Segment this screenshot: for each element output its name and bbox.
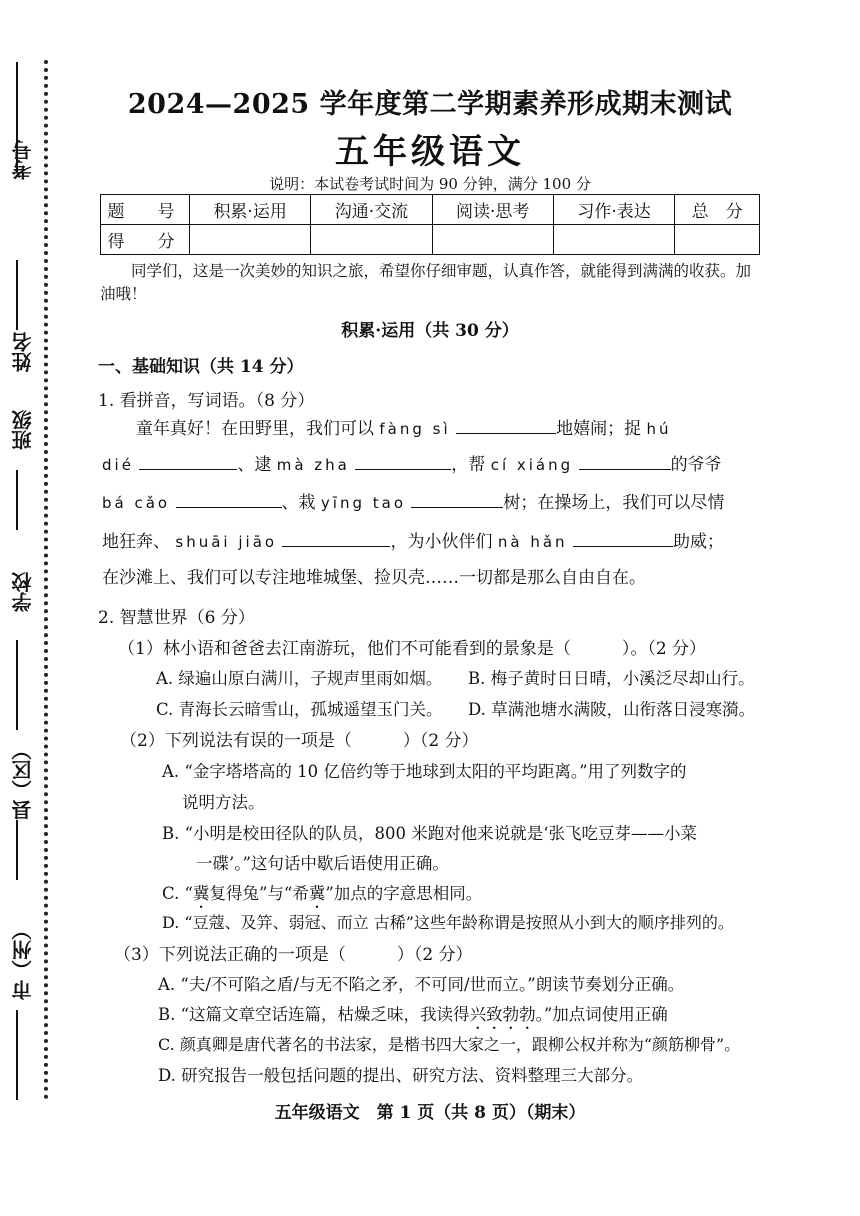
option-d[interactable]: D. 研究报告一般包括问题的提出、研究方法、资料整理三大部分。 [158, 1066, 644, 1085]
option-a[interactable]: A. 绿遍山原白满川，子规声里雨如烟。 [156, 669, 443, 688]
answer-blank[interactable] [411, 506, 503, 508]
answer-blank[interactable] [355, 468, 451, 470]
name-label: 姓名 [11, 332, 35, 372]
score-cell: 积累·运用 [190, 195, 311, 225]
class-line [16, 470, 18, 530]
name-line [16, 260, 18, 330]
option-b-cont: 一碟’。”这句话中歇后语使用正确。 [196, 854, 449, 873]
option-d[interactable]: D. 草满池塘水满陂，山衔落日浸寒漪。 [468, 700, 756, 719]
pinyin: cí xiáng [490, 456, 574, 474]
pinyin: hú [646, 420, 672, 438]
answer-blank[interactable] [579, 468, 671, 470]
option-d[interactable]: D. “豆蔻、及笄、弱冠、而立 古稀”这些年龄称谓是按照从小到大的顺序排列的。 [162, 913, 734, 932]
score-input-cell[interactable] [311, 225, 432, 255]
dotted-char: 冀 [308, 884, 326, 903]
pinyin: mà zha [276, 456, 350, 474]
binding-margin [0, 0, 60, 1110]
cut-line [44, 60, 48, 1100]
exam-note: 说明：本试卷考试时间为 90 分钟，满分 100 分 [269, 175, 591, 193]
option-a[interactable]: A. “金字塔塔高的 10 亿倍约等于地球到太阳的平均距离。”用了列数字的 [162, 762, 687, 781]
part-heading: 一、基础知识（共 14 分） [98, 357, 304, 377]
score-table-score-row [101, 225, 760, 255]
score-cell: 沟通·交流 [311, 195, 432, 225]
pinyin: bá cǎo [102, 494, 171, 512]
option-b[interactable]: B. “这篇文章空话连篇，枯燥乏味，我读得兴致勃勃。”加点词使用正确 [158, 1005, 668, 1024]
school-label: 学校 [11, 572, 35, 612]
option-c[interactable]: C. 颜真卿是唐代著名的书法家，是楷书四大家之一，跟柳公权并称为“颜筋柳骨”。 [158, 1035, 741, 1054]
score-input-cell[interactable] [553, 225, 674, 255]
option-c[interactable]: C. “冀复得兔”与“希冀”加点的字意思相同。 [162, 884, 483, 903]
question-2-3-stem: （3）下列说法正确的一项是（ ）（2 分） [114, 945, 473, 965]
answer-blank[interactable] [573, 545, 673, 547]
question-2-2-stem: （2）下列说法有误的一项是（ ）（2 分） [120, 731, 479, 751]
number-label: 考号 [11, 140, 35, 180]
question-1-title: 1. 看拼音，写词语。（8 分） [98, 391, 315, 411]
pinyin: fàng sì [379, 420, 451, 438]
option-a[interactable]: A. “夫/不可陷之盾/与无不陷之矛，不可同/世而立。”朗读节奏划分正确。 [158, 975, 685, 994]
dotted-word: 兴致勃勃 [469, 1005, 536, 1024]
score-cell: 得 分 [101, 225, 190, 255]
score-input-cell[interactable] [432, 225, 553, 255]
option-b[interactable]: B. 梅子黄时日日晴，小溪泛尽却山行。 [468, 669, 755, 688]
score-cell: 题 号 [101, 195, 190, 225]
greeting-text: 同学们，这是一次美妙的知识之旅，希望你仔细审题，认真作答，就能得到满满的收获。加油哦！ [100, 262, 752, 303]
score-input-cell[interactable] [675, 225, 760, 255]
score-table-header-row [101, 195, 760, 225]
pinyin: yīng tao [320, 494, 407, 512]
score-input-cell[interactable] [190, 225, 311, 255]
pinyin: shuāi jiāo [175, 533, 278, 551]
district-label: 县（区） [11, 740, 35, 820]
class-label: 班级 [11, 410, 35, 450]
school-line [16, 640, 18, 730]
district-line [16, 820, 18, 880]
exam-subtitle: 五年级语文 [335, 132, 525, 172]
answer-blank[interactable] [139, 468, 237, 470]
option-a-cont: 说明方法。 [182, 793, 265, 812]
score-cell: 阅读·思考 [432, 195, 553, 225]
answer-blank[interactable] [456, 432, 556, 434]
city-line [16, 1010, 18, 1100]
question-2-title: 2. 智慧世界（6 分） [98, 608, 255, 628]
dotted-char: 冀 [192, 884, 210, 903]
question-2-1-stem: （1）林小语和爸爸去江南游玩，他们不可能看到的景象是（ ）。（2 分） [118, 639, 707, 659]
answer-blank[interactable] [282, 545, 390, 547]
score-cell: 习作·表达 [553, 195, 674, 225]
option-c[interactable]: C. 青海长云暗雪山，孤城遥望玉门关。 [156, 700, 443, 719]
score-cell: 总 分 [675, 195, 760, 225]
pinyin: dié [102, 456, 134, 474]
option-b[interactable]: B. “小明是校田径队的队员，800 米跑对他来说就是‘张飞吃豆芽——小菜 [162, 824, 698, 843]
exam-title: 2024—2025 学年度第二学期素养形成期末测试 [127, 89, 733, 120]
score-table [100, 194, 760, 255]
pinyin: nà hǎn [497, 533, 568, 551]
page-footer: 五年级语文 第 1 页（共 8 页）（期末） [274, 1103, 586, 1123]
city-label: 市（州） [11, 920, 35, 1000]
answer-blank[interactable] [176, 506, 282, 508]
section-heading: 积累·运用（共 30 分） [341, 321, 519, 341]
